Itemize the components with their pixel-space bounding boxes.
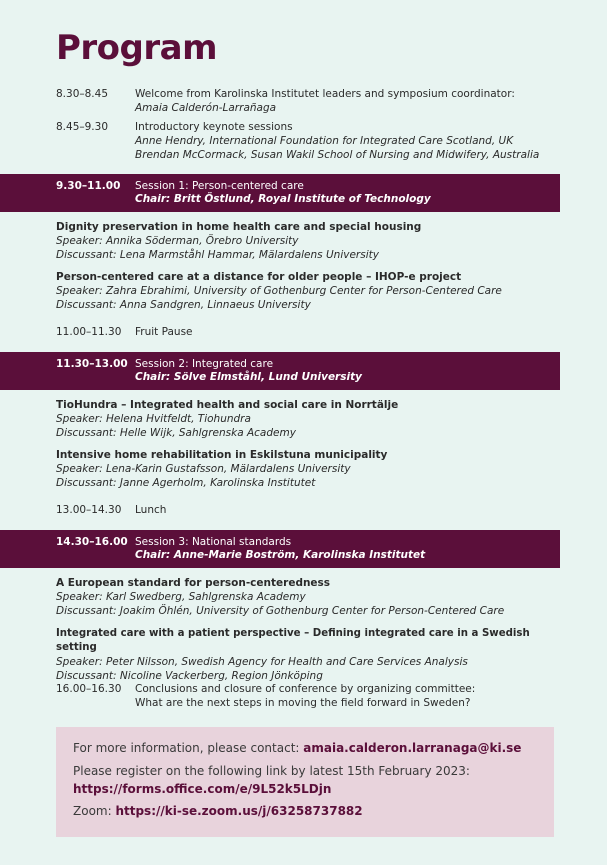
- talk-item: [56, 270, 561, 312]
- talk-item: [56, 576, 561, 618]
- talk-speaker: Speaker: Zahra Ebrahimi, University of Gothenburg Center for Person-Centered Care: [56, 285, 502, 297]
- talk-discussant: Discussant: Joakim Öhlén, University of Gothenburg Center for Person-Centered Care: [56, 605, 505, 617]
- session-chair: Chair: Anne-Marie Boström, Karolinska Institutet: [135, 549, 426, 561]
- time-label: 8.30–8.45: [56, 88, 109, 100]
- item-description: [135, 87, 565, 115]
- item-text: Lunch: [135, 504, 167, 516]
- session-title: Session 2: Integrated care: [135, 358, 274, 370]
- session-heading: [135, 536, 555, 561]
- item-person: Brendan McCormack, Susan Wakil School of Nursing and Midwifery, Australia: [135, 149, 540, 161]
- register-line: [73, 782, 331, 796]
- item-person: Amaia Calderón-Larrañaga: [135, 102, 277, 114]
- talk-item: [56, 627, 561, 683]
- talk-title: Intensive home rehabilitation in Eskilstuna municipality: [56, 449, 388, 461]
- item-description: [135, 120, 565, 162]
- talk-speaker: Speaker: Annika Söderman, Örebro University: [56, 235, 299, 247]
- talk-speaker: Speaker: Lena-Karin Gustafsson, Mälardalens University: [56, 463, 351, 475]
- session-heading: [135, 180, 555, 205]
- talk-item: [56, 398, 561, 440]
- session-time: 9.30–11.00: [56, 180, 121, 192]
- session-chair: Chair: Sölve Elmståhl, Lund University: [135, 371, 362, 383]
- session-title: Session 3: National standards: [135, 536, 292, 548]
- session-heading: [135, 358, 555, 383]
- session-band-3: [0, 530, 560, 568]
- time-label: 8.45–9.30: [56, 121, 109, 133]
- page-title: Program: [56, 28, 218, 68]
- talk-title: Integrated care with a patient perspective – Defining integrated care in a Swedish setting: [56, 628, 530, 653]
- time-label: 11.00–11.30: [56, 326, 122, 338]
- time-label: 13.00–14.30: [56, 504, 122, 516]
- contact-prefix: For more information, please contact:: [73, 741, 304, 755]
- talk-discussant: Discussant: Janne Agerholm, Karolinska Institutet: [56, 477, 316, 489]
- talk-title: TioHundra – Integrated health and social care in Norrtälje: [56, 399, 399, 411]
- talk-item: [56, 448, 561, 490]
- item-text: What are the next steps in moving the field forward in Sweden?: [135, 697, 471, 709]
- talk-speaker: Speaker: Karl Swedberg, Sahlgrenska Academy: [56, 591, 306, 603]
- item-text: Welcome from Karolinska Institutet leaders and symposium coordinator:: [135, 88, 515, 100]
- talk-discussant: Discussant: Lena Marmståhl Hammar, Mälardalens University: [56, 249, 379, 261]
- zoom-link[interactable]: https://ki-se.zoom.us/j/63258737882: [115, 804, 363, 818]
- item-text: Fruit Pause: [135, 326, 193, 338]
- register-text: Please register on the following link by latest 15th February 2023:: [73, 764, 470, 778]
- item-description: [135, 682, 565, 710]
- register-link[interactable]: https://forms.office.com/e/9L52k5LDjn: [73, 782, 332, 796]
- talk-discussant: Discussant: Anna Sandgren, Linnaeus University: [56, 299, 311, 311]
- talk-title: Person-centered care at a distance for older people – IHOP-e project: [56, 271, 462, 283]
- talk-item: [56, 220, 561, 262]
- item-text: Introductory keynote sessions: [135, 121, 293, 133]
- item-text: Conclusions and closure of conference by organizing committee:: [135, 683, 476, 695]
- item-person: Anne Hendry, International Foundation for Integrated Care Scotland, UK: [135, 135, 514, 147]
- zoom-prefix: Zoom:: [73, 804, 116, 818]
- contact-email-link[interactable]: amaia.calderon.larranaga@ki.se: [303, 741, 522, 755]
- session-time: 11.30–13.00: [56, 358, 128, 370]
- session-title: Session 1: Person-centered care: [135, 180, 304, 192]
- time-label: 16.00–16.30: [56, 683, 122, 695]
- contact-line: [73, 741, 521, 755]
- session-time: 14.30–16.00: [56, 536, 128, 548]
- talk-title: Dignity preservation in home health care and special housing: [56, 221, 422, 233]
- talk-speaker: Speaker: Helena Hvitfeldt, Tiohundra: [56, 413, 251, 425]
- talk-discussant: Discussant: Helle Wijk, Sahlgrenska Academy: [56, 427, 296, 439]
- session-chair: Chair: Britt Östlund, Royal Institute of Technology: [135, 193, 431, 205]
- talk-title: A European standard for person-centeredness: [56, 577, 331, 589]
- session-band-1: [0, 174, 560, 212]
- talk-speaker: Speaker: Peter Nilsson, Swedish Agency for Health and Care Services Analysis: [56, 656, 468, 668]
- talk-discussant: Discussant: Nicoline Vackerberg, Region Jönköping: [56, 670, 323, 682]
- info-box: [56, 727, 554, 837]
- zoom-line: [73, 804, 363, 818]
- session-band-2: [0, 352, 560, 390]
